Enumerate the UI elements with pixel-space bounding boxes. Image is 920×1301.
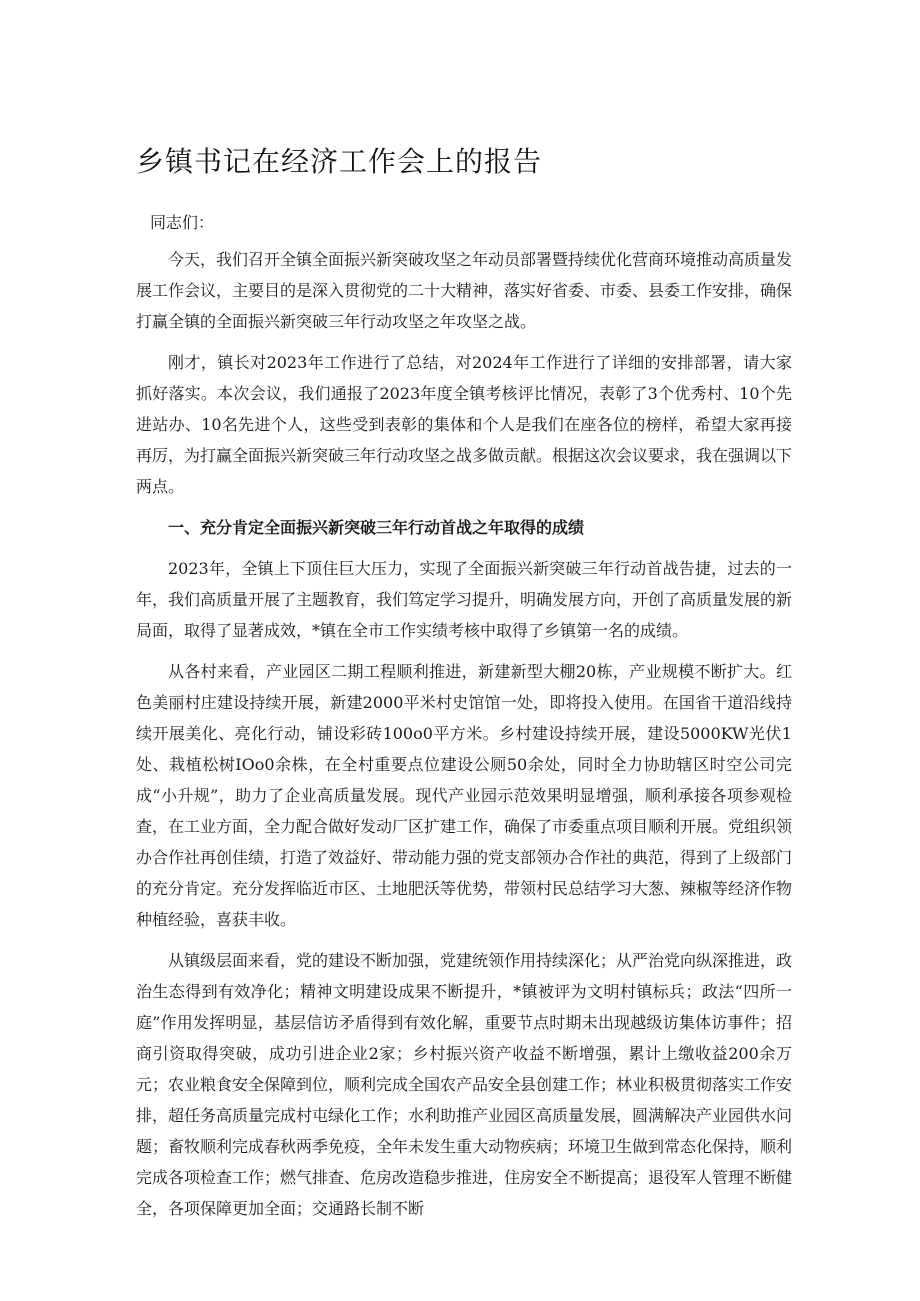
paragraph-2023-overview: 2023年，全镇上下顶住巨大压力，实现了全面振兴新突破三年行动首战告捷，过去的一年，我们高质量开展了主题教育，我们笃定学习提升，明确发展方向，开创了高质量发展的新局面，取得了显著成效，*镇在全市工作实绩考核中取得了乡镇第一名的成绩。 [136, 559, 793, 640]
section-heading-1: 一、充分肯定全面振兴新突破三年行动首战之年取得的成绩 [168, 518, 585, 537]
paragraph-village-level: 从各村来看，产业园区二期工程顺利推进，新建新型大棚20栋，产业规模不断扩大。红色美丽村庄建设持续开展，新建2000平米村史馆馆一处，即将投入使用。在国省干道沿线持续开展美化、亮化行动，铺设彩砖100o0平方米。乡村建设持续开展，建设5000KW光伏1处、栽植松树IOo0余株，在全村重要点位建设公厕50余处，同时全力协助辖区时空公司完成“小升规”，助力了企业高质量发展。现代产业园示范效果明显增强，顺利承接各项参观检查，在工业方面，全力配合做好发动厂区扩建工作，确保了市委重点项目顺利开展。党组织领办合作社再创佳绩，打造了效益好、带动能力强的党支部领办合作社的典范，得到了上级部门的充分肯定。充分发挥临近市区、土地肥沃等优势，带领村民总结学习大葱、辣椒等经济作物种植经验，喜获丰收。 [136, 662, 793, 929]
salutation: 同志们： [150, 213, 215, 232]
paragraph-town-level: 从镇级层面来看，党的建设不断加强，党建统领作用持续深化；从严治党向纵深推进，政治生态得到有效净化；精神文明建设成果不断提升，*镇被评为文明村镇标兵；政法“四所一庭”作用发挥明显，基层信访矛盾得到有效化解，重要节点时期未出现越级访集体访事件；招商引资取得突破，成功引进企业2家；乡村振兴资产收益不断增强，累计上缴收益200余万元；农业粮食安全保障到位，顺利完成全国农产品安全县创建工作；林业积极贯彻落实工作安排，超任务高质量完成村屯绿化工作；水利助推产业园区高质量发展，圆满解决产业园供水问题；畜牧顺利完成春秋两季免疫，全年未发生重大动物疾病；环境卫生做到常态化保持，顺利完成各项检查工作；燃气排查、危房改造稳步推进，住房安全不断提高；退役军人管理不断健全，各项保障更加全面；交通路长制不断 [136, 951, 793, 1218]
paragraph-opening: 今天，我们召开全镇全面振兴新突破攻坚之年动员部署暨持续优化营商环境推动高质量发展工作会议，主要目的是深入贯彻党的二十大精神，落实好省委、市委、县委工作安排，确保打赢全镇的全面振兴新突破三年行动攻坚之年攻坚之战。 [136, 250, 793, 331]
document-title: 乡镇书记在经济工作会上的报告 [136, 145, 543, 178]
paragraph-meeting-summary: 刚才，镇长对2023年工作进行了总结，对2024年工作进行了详细的安排部署，请大家抓好落实。本次会议，我们通报了2023年度全镇考核评比情况，表彰了3个优秀村、10个先进站办、10名先进个人，这些受到表彰的集体和个人是我们在座各位的榜样，希望大家再接再厉，为打赢全面振兴新突破三年行动攻坚之战多做贡献。根据这次会议要求，我在强调以下两点。 [136, 353, 793, 496]
